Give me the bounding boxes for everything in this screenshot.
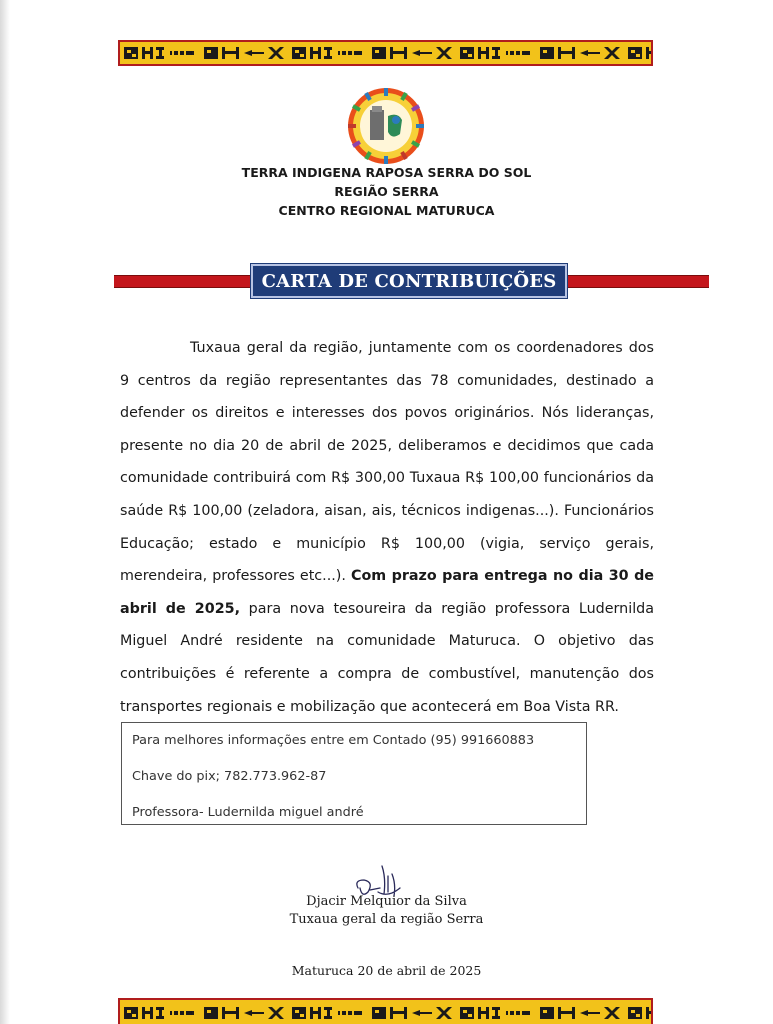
contact-info-box — [121, 722, 587, 825]
decorative-border-top — [118, 40, 653, 66]
place-and-date: Maturuca 20 de abril de 2025 — [291, 963, 482, 978]
treasurer-name: Professora- Ludernilda miguel andré — [132, 805, 364, 820]
header-line-territory: TERRA INDIGENA RAPOSA SERRA DO SOL — [241, 165, 532, 180]
page-edge-shadow — [0, 0, 10, 1024]
body-text-part1: Tuxaua geral da região, juntamente com os coordenadores dos 9 centros da região representantes das 78 comunidades, destinado a defender os direitos e interesses dos povos originários. Nós lideranças, presente no dia 20 de abril de 2025, deliberamos e decidimos que cada comunidade contribuirá com R$ 300,00 Tuxaua R$ 100,00 funcionários da saúde R$ 100,00 (zeladora, aisan, ais, técnicos indigenas...). Funcionários Educação; estado e município R$ 100,00 (vigia, serviço gerais, merendeira, professores etc...). — [120, 340, 654, 585]
letter-paragraph — [120, 332, 654, 723]
contact-phone: Para melhores informações entre em Contado (95) 991660883 — [132, 733, 535, 748]
signer-role: Tuxaua geral da região Serra — [289, 912, 484, 927]
signature-block — [0, 893, 773, 929]
pattern-icon — [120, 42, 653, 64]
document-title: CARTA DE CONTRIBUIÇÕES — [251, 264, 567, 298]
header-block — [0, 163, 773, 220]
header-line-center: CENTRO REGIONAL MATURUCA — [278, 203, 495, 218]
header-line-region: REGIÃO SERRA — [334, 184, 439, 199]
logo-emblem — [346, 86, 426, 166]
signer-name: Djacir Melquior da Silva — [306, 894, 467, 909]
decorative-border-bottom — [118, 998, 653, 1024]
body-text-part2: para nova tesoureira da região professora Ludernilda Miguel André residente na comunidade Maturuca. O objetivo das contribuições é referente a compra de combustível, manutenção dos transportes regionais e mobilização que acontecerá em Boa Vista RR. — [120, 600, 654, 715]
pix-key: Chave do pix; 782.773.962-87 — [132, 769, 327, 784]
pattern-icon — [120, 1000, 653, 1024]
letter-body — [120, 332, 654, 723]
body-deadline-bold: Com prazo para entrega no dia 30 de abril de 2025, — [120, 568, 654, 617]
